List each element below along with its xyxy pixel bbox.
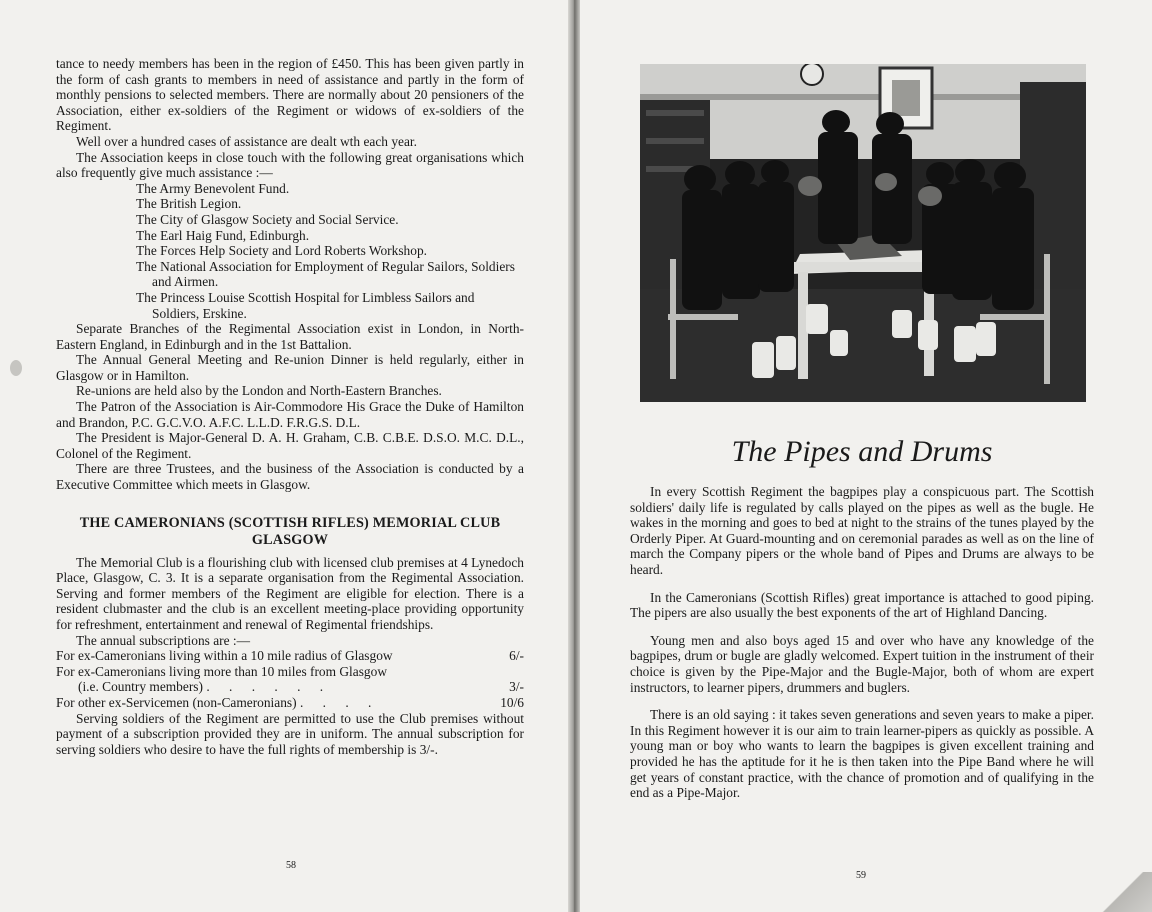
paragraph: Young men and also boys aged 15 and over who have any knowledge of the bagpipes, drum or bugle are gladly welcomed. Expert tuition in the instrument of their choice is given by the Pipe-Major and the Bugle-Major, both of whom are expert instructors, to learner pipers, drummers and buglers.: [630, 632, 1094, 695]
paper-speck: [10, 360, 22, 376]
page-number: 59: [856, 870, 866, 881]
subscription-label: [56, 695, 494, 711]
paragraph: Serving soldiers of the Regiment are permitted to use the Club premises without payment of a subscription provided they are in uniform. The annual subscription for serving soldiers who desire to have the full rights of membership is 3/-.: [56, 710, 524, 757]
list-item: The City of Glasgow Society and Social Service.: [136, 211, 399, 227]
page-curl: [1092, 872, 1152, 912]
section-heading: [56, 515, 524, 549]
subscription-sublabel: (i.e. Country members): [78, 679, 203, 695]
paragraph: In the Cameronians (Scottish Rifles) great importance is attached to good piping. The pipers are also usually the best exponents of the art of Highland Dancing.: [630, 589, 1094, 621]
paragraph: Re-unions are held also by the London and North-Eastern Branches.: [76, 383, 442, 399]
list-item: The National Association for Employment of Regular Sailors, Soldiers and Airmen.: [136, 258, 515, 290]
paragraph: tance to needy members has been in the region of £450. This has been given partly in the form of cash grants to members in need of assistance and partly in the form of monthly pensions to selected members. There are normally about 20 pensioners of the Association, either ex-soldiers of the Regiment or widows of ex-soldiers of the Regiment.: [56, 56, 524, 134]
pipers-photograph: [640, 64, 1086, 402]
paragraph: There is an old saying : it takes seven generations and seven years to make a piper. In this Regiment however it is our aim to train learner-pipers as quickly as possible. A young man or boy who wants to learn the bagpipes is given excellent training and provided he has the aptitude for it he is then taken into the Pipe Band where he will get years of constant practice, with the chance of promotion and of qualifying in the end as a Pipe-Major.: [630, 707, 1094, 801]
subscription-amount: 6/-: [509, 648, 524, 664]
list-item: The Princess Louise Scottish Hospital for Limbless Sailors and Soldiers, Erskine.: [136, 289, 475, 321]
paragraph: The Patron of the Association is Air-Commodore His Grace the Duke of Hamilton and Brandon, P.C. G.C.V.O. A.F.C. L.L.D. F.R.G.S. D.L.: [56, 399, 524, 430]
page-number: 58: [286, 860, 296, 871]
photo-illustration: [640, 64, 1086, 402]
paragraph: There are three Trustees, and the business of the Association is conducted by a Executive Committee which meets in Glasgow.: [56, 461, 524, 493]
heading-line: GLASGOW: [251, 531, 329, 548]
organisations-list: [136, 181, 524, 321]
leader-dots: . . . .: [299, 694, 380, 710]
paragraph: Separate Branches of the Regimental Association exist in London, in North-Eastern England, in Edinburgh and in the 1st Battalion.: [56, 321, 524, 352]
heading-line: THE CAMERONIANS (SCOTTISH RIFLES) MEMORIAL CLUB: [79, 514, 501, 531]
list-item: The British Legion.: [136, 196, 242, 212]
list-item: The Earl Haig Fund, Edinburgh.: [136, 227, 310, 243]
paragraph: The annual subscriptions are :—: [76, 632, 251, 648]
paragraph: The Annual General Meeting and Re-union Dinner is held regularly, either in Glasgow or in Hamilton.: [56, 352, 524, 383]
leader-dots: . . . . . .: [206, 679, 332, 695]
subscription-amount: 10/6: [500, 694, 524, 710]
subscription-sublabel: For other ex-Servicemen (non-Cameronians): [56, 694, 297, 710]
list-item: The Army Benevolent Fund.: [136, 180, 290, 196]
right-page-text: [630, 484, 1094, 813]
book-gutter: [568, 0, 580, 912]
paragraph: The President is Major-General D. A. H. Graham, C.B. C.B.E. D.S.O. M.C. D.L., Colonel of the Regiment.: [56, 430, 524, 461]
subscription-row: [56, 664, 524, 680]
subscription-row: [56, 679, 524, 695]
section-title: The Pipes and Drums: [731, 435, 993, 468]
paragraph: The Memorial Club is a flourishing club with licensed club premises at 4 Lynedoch Place, Glasgow, C. 3. It is a separate organisation from the Regimental Association. Serving and former members of the Regiment are eligible for election. There is a resident clubmaster and the club is an excellent meeting-place providing opportunity for refreshment, entertainment and renewal of Regimental friendships.: [56, 554, 524, 632]
subscription-label: For ex-Cameronians living within a 10 mile radius of Glasgow: [56, 648, 393, 664]
paragraph: The Association keeps in close touch with the following great organisations which also frequently give much assistance :—: [56, 149, 524, 181]
list-item: The Forces Help Society and Lord Roberts Workshop.: [136, 243, 427, 259]
subscription-label: For ex-Cameronians living more than 10 miles from Glasgow: [56, 663, 387, 679]
subscription-row: [56, 648, 524, 664]
paragraph: In every Scottish Regiment the bagpipes play a conspicuous part. The Scottish soldiers' daily life is regulated by calls played on the pipes as well as the bugle. He wakes in the morning and goes to bed at night to the strains of the tunes played by the Orderly Piper. At Guard-mounting and on ceremonial parades as well as on the line of march the Company pipers or the whole band of Pipes and Drums are always to be heard.: [630, 484, 1094, 577]
paragraph: Well over a hundred cases of assistance are dealt wth each year.: [76, 133, 417, 149]
subscription-row: [56, 695, 524, 711]
subscription-amount: 3/-: [509, 679, 524, 695]
left-page-text: [56, 56, 524, 757]
subscription-label: [56, 679, 494, 695]
